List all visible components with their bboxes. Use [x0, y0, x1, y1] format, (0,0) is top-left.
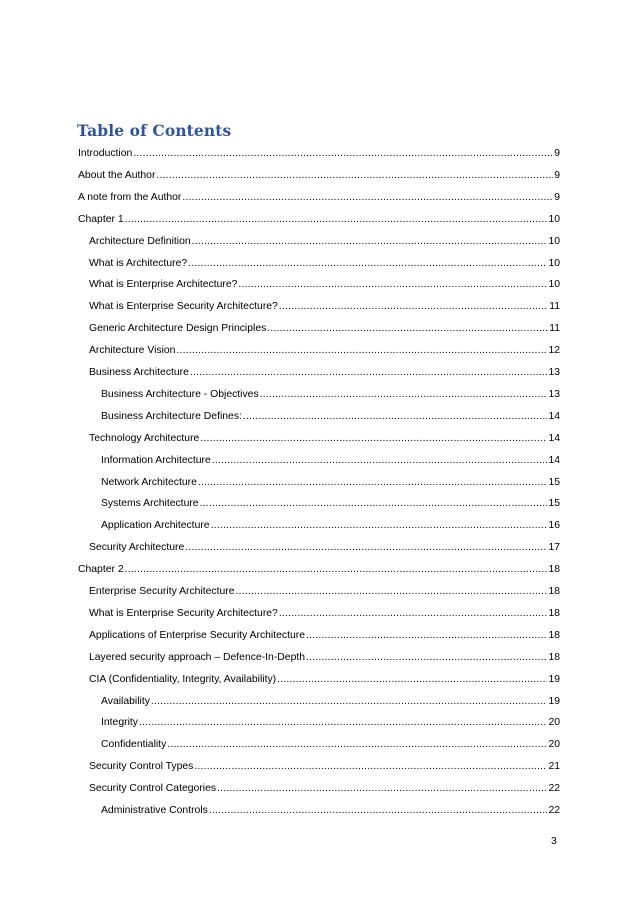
toc-dot-leader — [125, 212, 548, 228]
toc-entry[interactable] — [89, 584, 560, 600]
toc-dot-leader — [306, 628, 547, 644]
toc-entry-page: 18 — [548, 607, 560, 619]
toc-dot-leader — [125, 562, 548, 578]
toc-entry[interactable] — [89, 606, 560, 622]
toc-entry-label: Generic Architecture Design Principles — [89, 323, 267, 335]
toc-dot-leader — [200, 431, 547, 447]
toc-entry-page: 9 — [554, 191, 560, 203]
toc-dot-leader — [243, 409, 548, 425]
toc-dot-leader — [151, 694, 548, 710]
toc-entry-page: 11 — [549, 301, 560, 313]
toc-entry-page: 22 — [548, 783, 560, 795]
toc-entry-label: Availability — [101, 695, 150, 707]
toc-entry[interactable] — [101, 496, 560, 512]
toc-entry-page: 20 — [548, 739, 560, 751]
toc-entry[interactable] — [89, 781, 560, 797]
toc-entry-page: 10 — [548, 235, 560, 247]
toc-entry-page: 10 — [548, 279, 560, 291]
toc-entry-page: 9 — [554, 148, 560, 159]
toc-entry-page: 18 — [548, 629, 560, 641]
toc-entry[interactable] — [89, 672, 560, 688]
toc-entry-page: 14 — [548, 410, 560, 422]
toc-entry-page: 19 — [548, 695, 560, 707]
toc-entry-label: Security Control Categories — [89, 783, 217, 795]
toc-entry-label: Security Architecture — [89, 542, 185, 554]
toc-entry-label: What is Enterprise Security Architecture? — [89, 607, 278, 619]
toc-entry[interactable] — [78, 146, 560, 162]
toc-entry[interactable] — [89, 650, 560, 666]
toc-heading: Table of Contents — [77, 121, 232, 140]
toc-entry-label: Application Architecture — [101, 520, 210, 532]
toc-entry-page: 20 — [548, 717, 560, 729]
toc-entry[interactable] — [101, 803, 560, 819]
toc-entry-label: What is Enterprise Architecture? — [89, 279, 238, 291]
toc-dot-leader — [198, 475, 548, 491]
toc-entry-label: What is Architecture? — [89, 257, 188, 269]
toc-entry[interactable] — [89, 234, 560, 250]
toc-entry-page: 18 — [548, 586, 560, 597]
toc-entry[interactable] — [89, 628, 560, 644]
toc-dot-leader — [217, 781, 547, 797]
toc-entry-label: Technology Architecture — [89, 432, 200, 444]
toc-dot-leader — [260, 387, 548, 403]
toc-entry[interactable] — [89, 343, 560, 359]
toc-dot-leader — [209, 803, 548, 819]
toc-entry-label: Layered security approach – Defence-In-Depth — [89, 651, 306, 663]
toc-entry-label: Security Control Types — [89, 761, 194, 773]
toc-entry-page: 17 — [548, 542, 560, 554]
toc-entry-page: 18 — [548, 564, 560, 576]
toc-entry[interactable] — [101, 518, 560, 534]
toc-dot-leader — [212, 453, 548, 469]
toc-dot-leader — [238, 277, 547, 293]
toc-entry-page: 14 — [548, 454, 560, 466]
toc-entry-label: About the Author — [78, 169, 156, 181]
toc-entry-page: 10 — [548, 257, 560, 269]
toc-entry-label: What is Enterprise Security Architecture? — [89, 301, 278, 313]
toc-entry[interactable] — [101, 453, 560, 469]
toc-dot-leader — [188, 256, 547, 272]
toc-entry-page: 13 — [548, 388, 560, 400]
toc-dot-leader — [211, 518, 548, 534]
toc-entry-label: Business Architecture Defines: — [101, 410, 242, 422]
toc-dot-leader — [192, 234, 548, 250]
toc-entry-page: 19 — [548, 673, 560, 685]
toc-dot-leader — [236, 584, 548, 600]
toc-dot-leader — [279, 299, 548, 315]
toc-entry-page: 9 — [554, 169, 560, 181]
toc-dot-leader — [306, 650, 547, 666]
toc-entry-page: 10 — [548, 213, 560, 225]
toc-entry-label: A note from the Author — [78, 191, 182, 203]
toc-entry-page: 12 — [548, 345, 560, 357]
toc-entry[interactable] — [78, 190, 560, 206]
toc-dot-leader — [267, 321, 548, 337]
toc-dot-leader — [194, 759, 547, 775]
toc-entry[interactable] — [89, 540, 560, 556]
toc-entry-page: 11 — [549, 323, 560, 335]
toc-dot-leader — [190, 365, 548, 381]
toc-entry[interactable] — [78, 212, 560, 228]
toc-entry-page: 16 — [548, 520, 560, 532]
toc-entry[interactable] — [101, 387, 560, 403]
toc-dot-leader — [139, 715, 547, 731]
toc-entry-label: Enterprise Security Architecture — [89, 586, 235, 597]
toc-dot-leader — [156, 168, 553, 184]
toc-entry-page: 21 — [548, 761, 560, 773]
toc-entry[interactable] — [89, 759, 560, 775]
toc-dot-leader — [167, 737, 547, 753]
toc-entry-label: Systems Architecture — [101, 498, 199, 510]
toc-entry[interactable] — [101, 737, 560, 753]
toc-entry-page: 22 — [548, 805, 560, 816]
toc-entry-label: Chapter 1 — [78, 213, 124, 225]
toc-entry-page: 18 — [548, 651, 560, 663]
toc-entry[interactable] — [78, 562, 560, 578]
toc-entry-label: CIA (Confidentiality, Integrity, Availability) — [89, 673, 277, 685]
toc-entry-label: Architecture Vision — [89, 345, 176, 357]
toc-entry[interactable] — [89, 277, 560, 293]
toc-entry[interactable] — [101, 409, 560, 425]
toc-entry[interactable] — [89, 321, 560, 337]
toc-dot-leader — [279, 606, 548, 622]
toc-entry[interactable] — [89, 431, 560, 447]
toc-entry[interactable] — [101, 475, 560, 491]
toc-entry-label: Confidentiality — [101, 739, 167, 751]
toc-entry-page: 14 — [548, 432, 560, 444]
toc-entry-label: Architecture Definition — [89, 235, 191, 247]
toc-dot-leader — [185, 540, 547, 556]
toc-entry-label: Applications of Enterprise Security Architecture — [89, 629, 305, 641]
toc-dot-leader — [182, 190, 553, 206]
toc-entry-label: Introduction — [78, 148, 133, 159]
toc-entry-page: 15 — [548, 476, 560, 488]
page-number: 3 — [551, 836, 557, 847]
toc-entry[interactable] — [89, 299, 560, 315]
toc-entry-label: Information Architecture — [101, 454, 211, 466]
toc-entry[interactable] — [89, 365, 560, 381]
toc-entry[interactable] — [89, 256, 560, 272]
toc-entry-label: Network Architecture — [101, 476, 197, 488]
toc-entry-label: Chapter 2 — [78, 564, 124, 576]
toc-dot-leader — [200, 496, 548, 512]
toc-entry-label: Business Architecture — [89, 367, 189, 378]
toc-dot-leader — [176, 343, 547, 359]
toc-entry[interactable] — [101, 715, 560, 731]
toc-entry-page: 15 — [548, 498, 560, 510]
toc-entry-label: Integrity — [101, 717, 138, 729]
toc-entry-label: Administrative Controls — [101, 805, 208, 816]
toc-entry-page: 13 — [548, 367, 560, 378]
toc-entry[interactable] — [101, 694, 560, 710]
toc-entry-label: Business Architecture - Objectives — [101, 388, 259, 400]
toc-dot-leader — [133, 146, 553, 162]
toc-entry[interactable] — [78, 168, 560, 184]
toc-dot-leader — [277, 672, 547, 688]
